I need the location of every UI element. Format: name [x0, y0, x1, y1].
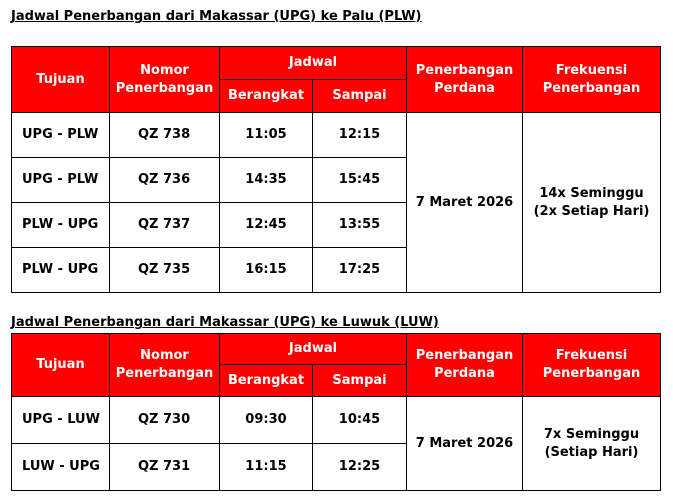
cell-nomor: QZ 731	[110, 444, 220, 491]
cell-frekuensi: 7x Seminggu (Setiap Hari)	[523, 397, 661, 491]
cell-berangkat: 14:35	[220, 158, 313, 203]
header-jadwal: Jadwal	[220, 334, 407, 365]
section-title-palu: Jadwal Penerbangan dari Makassar (UPG) ke Palu (PLW)	[11, 9, 422, 24]
header-sampai: Sampai	[313, 80, 407, 113]
header-frekuensi: Frekuensi Penerbangan	[523, 334, 661, 397]
cell-nomor: QZ 736	[110, 158, 220, 203]
cell-penerbangan-perdana: 7 Maret 2026	[407, 113, 523, 293]
cell-tujuan: PLW - UPG	[12, 203, 110, 248]
header-berangkat: Berangkat	[220, 365, 313, 397]
header-nomor-penerbangan: Nomor Penerbangan	[110, 47, 220, 113]
cell-berangkat: 16:15	[220, 248, 313, 293]
cell-tujuan: PLW - UPG	[12, 248, 110, 293]
cell-penerbangan-perdana: 7 Maret 2026	[407, 397, 523, 491]
header-tujuan: Tujuan	[12, 334, 110, 397]
cell-sampai: 12:15	[313, 113, 407, 158]
cell-berangkat: 12:45	[220, 203, 313, 248]
header-tujuan: Tujuan	[12, 47, 110, 113]
cell-tujuan: UPG - PLW	[12, 158, 110, 203]
cell-tujuan: UPG - PLW	[12, 113, 110, 158]
cell-tujuan: LUW - UPG	[12, 444, 110, 491]
header-sampai: Sampai	[313, 365, 407, 397]
section-title-luwuk: Jadwal Penerbangan dari Makassar (UPG) ke Luwuk (LUW)	[11, 315, 439, 330]
cell-berangkat: 11:05	[220, 113, 313, 158]
cell-sampai: 15:45	[313, 158, 407, 203]
cell-tujuan: UPG - LUW	[12, 397, 110, 444]
header-jadwal: Jadwal	[220, 47, 407, 80]
header-penerbangan-perdana: Penerbangan Perdana	[407, 47, 523, 113]
header-penerbangan-perdana: Penerbangan Perdana	[407, 334, 523, 397]
cell-nomor: QZ 737	[110, 203, 220, 248]
cell-sampai: 17:25	[313, 248, 407, 293]
cell-nomor: QZ 730	[110, 397, 220, 444]
table-row	[12, 113, 661, 158]
cell-sampai: 13:55	[313, 203, 407, 248]
cell-frekuensi: 14x Seminggu (2x Setiap Hari)	[523, 113, 661, 293]
cell-nomor: QZ 738	[110, 113, 220, 158]
cell-berangkat: 09:30	[220, 397, 313, 444]
header-frekuensi: Frekuensi Penerbangan	[523, 47, 661, 113]
cell-berangkat: 11:15	[220, 444, 313, 491]
cell-sampai: 10:45	[313, 397, 407, 444]
cell-nomor: QZ 735	[110, 248, 220, 293]
schedule-table-palu	[11, 46, 661, 293]
table-row	[12, 397, 661, 444]
schedule-table-luwuk	[11, 333, 661, 491]
cell-sampai: 12:25	[313, 444, 407, 491]
header-berangkat: Berangkat	[220, 80, 313, 113]
header-nomor-penerbangan: Nomor Penerbangan	[110, 334, 220, 397]
